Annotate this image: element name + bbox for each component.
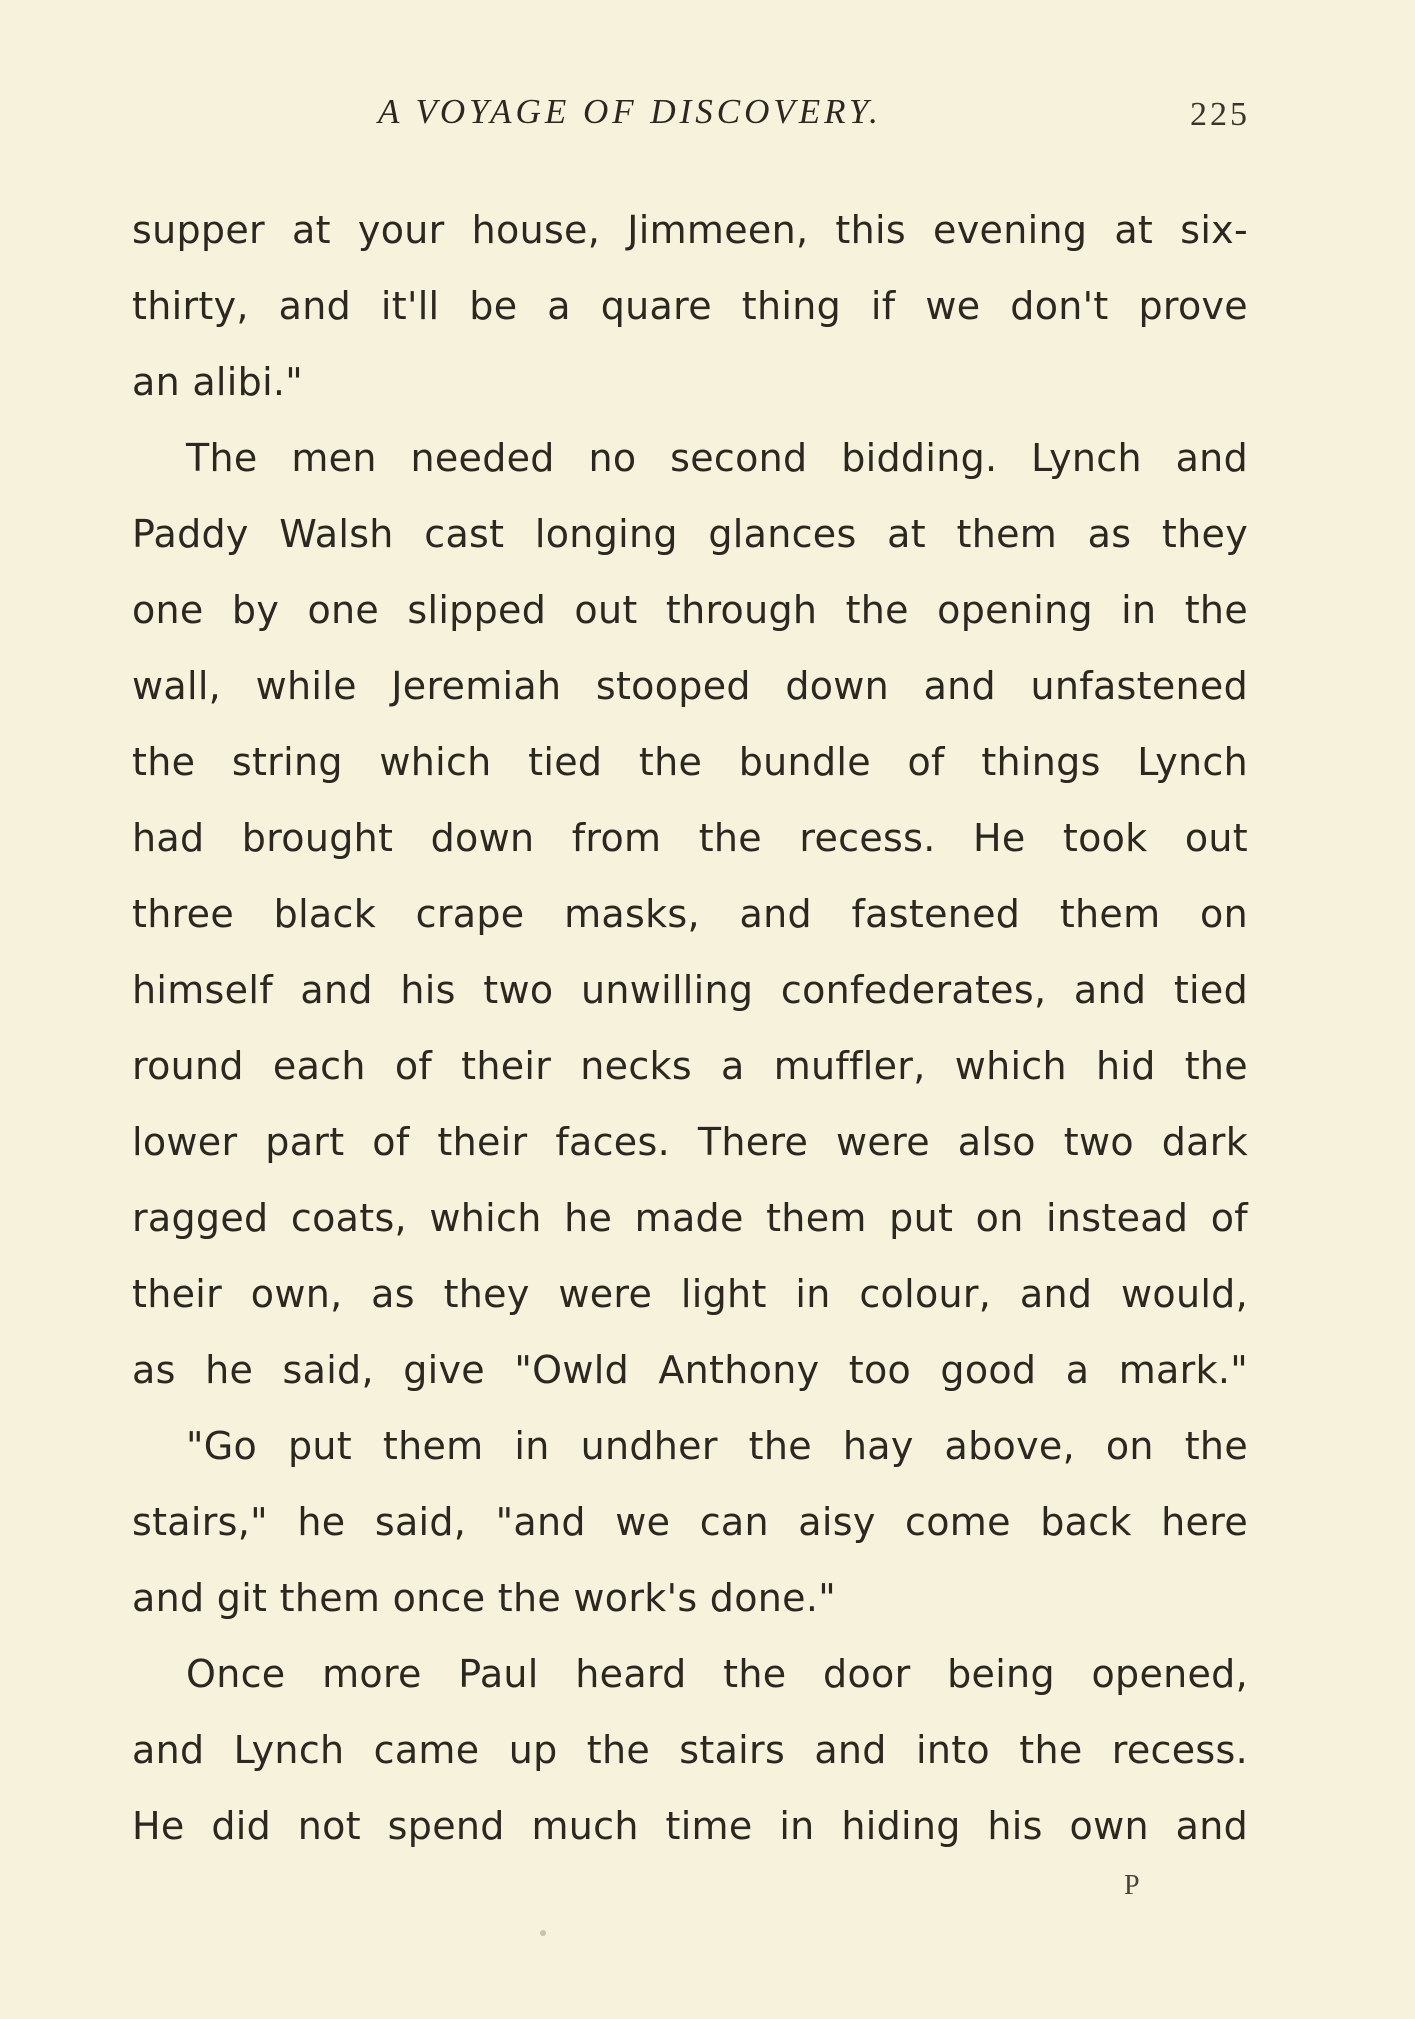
text-line: stairs," he said, "and we can aisy come back here (132, 1500, 1248, 1544)
text-line: wall, while Jeremiah stooped down and unfastened (132, 664, 1248, 708)
text-line: their own, as they were light in colour, and would, (132, 1272, 1248, 1316)
text-line: round each of their necks a muffler, which hid the (132, 1044, 1248, 1088)
text-line: himself and his two unwilling confederates, and tied (132, 968, 1248, 1012)
text-line: The men needed no second bidding. Lynch and (186, 436, 1248, 480)
text-line: Paddy Walsh cast longing glances at them as they (132, 512, 1248, 556)
text-line: and Lynch came up the stairs and into the recess. (132, 1728, 1248, 1772)
text-line: ragged coats, which he made them put on instead of (132, 1196, 1248, 1240)
text-line: He did not spend much time in hiding his own and (132, 1804, 1248, 1848)
text-line: as he said, give "Owld Anthony too good a mark." (132, 1348, 1248, 1392)
text-line: three black crape masks, and fastened them on (132, 892, 1248, 936)
text-line: and git them once the work's done." (132, 1576, 836, 1620)
text-line: had brought down from the recess. He took out (132, 816, 1248, 860)
running-head (130, 92, 1250, 132)
text-line: the string which tied the bundle of things Lynch (132, 740, 1248, 784)
text-line: one by one slipped out through the opening in the (132, 588, 1248, 632)
signature-mark: P (1124, 1870, 1140, 1901)
text-line: supper at your house, Jimmeen, this evening at six- (132, 208, 1248, 252)
page-number: 225 (1190, 96, 1250, 133)
text-line: Once more Paul heard the door being opened, (186, 1652, 1248, 1696)
text-line: "Go put them in undher the hay above, on the (186, 1424, 1248, 1468)
text-line: lower part of their faces. There were also two dark (132, 1120, 1248, 1164)
paper-speck (540, 1930, 546, 1936)
text-line: an alibi." (132, 360, 304, 404)
text-line: thirty, and it'll be a quare thing if we don't prove (132, 284, 1248, 328)
running-title: A VOYAGE OF DISCOVERY. (378, 92, 882, 131)
body-text (132, 192, 1248, 1864)
